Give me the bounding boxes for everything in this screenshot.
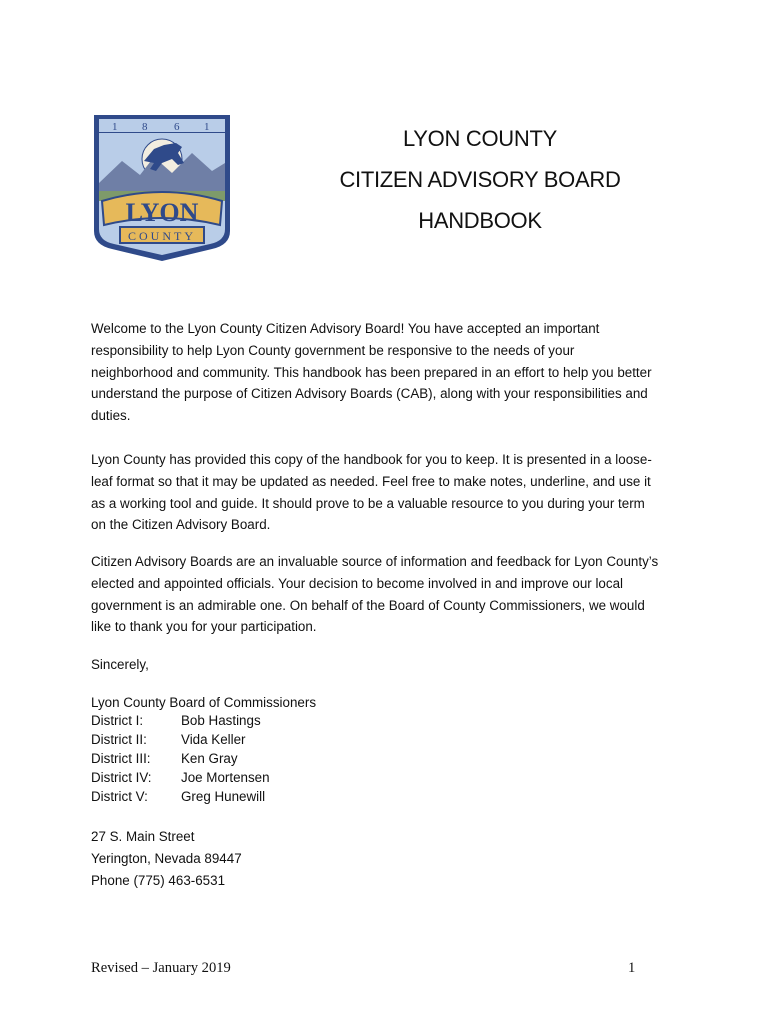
address-block (91, 826, 242, 891)
district-row (91, 711, 491, 730)
district-label: District IV: (91, 770, 152, 785)
commissioner-name: Ken Gray (181, 751, 238, 766)
district-label: District III: (91, 751, 151, 766)
district-label: District V: (91, 789, 148, 804)
district-row (91, 730, 491, 749)
text-line: duties. (91, 408, 131, 424)
svg-text:6: 6 (174, 121, 180, 133)
handbook-copy-paragraph (91, 449, 691, 536)
district-label: District I: (91, 713, 144, 728)
text-line: as a working tool and guide. It should prove to be a valuable resource to you during your term (91, 495, 645, 511)
district-row (91, 768, 491, 787)
svg-text:1: 1 (204, 121, 210, 133)
svg-text:1: 1 (112, 121, 118, 133)
district-row (91, 787, 491, 806)
lyon-county-logo (92, 113, 232, 263)
commissioner-name: Vida Keller (181, 732, 246, 747)
svg-text:8: 8 (142, 121, 148, 133)
signatory: Lyon County Board of Commissioners (91, 695, 317, 710)
svg-text:LYON: LYON (125, 198, 199, 227)
cab-value-paragraph (91, 551, 691, 638)
title-line-3: HANDBOOK (418, 208, 542, 233)
phone-number: Phone (775) 463-6531 (91, 872, 226, 888)
commissioner-name: Greg Hunewill (181, 789, 266, 804)
city-state-zip: Yerington, Nevada 89447 (91, 850, 242, 866)
page-number: 1 (628, 960, 636, 976)
text-line: responsibility to help Lyon County government be responsive to the needs of your (91, 342, 575, 358)
text-line: neighborhood and community. This handbook has been prepared in an effort to help you better (91, 364, 652, 380)
svg-text:COUNTY: COUNTY (128, 229, 196, 243)
document-title (290, 118, 670, 241)
text-line: Welcome to the Lyon County Citizen Advisory Board! You have accepted an important (91, 321, 600, 336)
text-line: leaf format so that it may be updated as needed. Feel free to make notes, underline, and use it (91, 473, 651, 489)
title-line-1: LYON COUNTY (403, 126, 557, 151)
district-label: District II: (91, 732, 147, 747)
district-row (91, 749, 491, 768)
text-line: like to thank you for your participation. (91, 619, 317, 635)
closing: Sincerely, (91, 657, 149, 672)
lyon-county-seal-icon (92, 113, 232, 263)
welcome-paragraph (91, 318, 691, 427)
text-line: elected and appointed officials. Your decision to become involved in and improve our local (91, 575, 624, 591)
text-line: Citizen Advisory Boards are an invaluable source of information and feedback for Lyon County’s (91, 554, 659, 569)
title-line-2: CITIZEN ADVISORY BOARD (339, 167, 621, 192)
commissioner-name: Bob Hastings (181, 713, 261, 728)
text-line: government is an admirable one. On behalf of the Board of County Commissioners, we would (91, 597, 645, 613)
text-line: on the Citizen Advisory Board. (91, 517, 271, 533)
text-line: understand the purpose of Citizen Advisory Boards (CAB), along with your responsibilities and (91, 386, 648, 402)
street-address: 27 S. Main Street (91, 829, 195, 844)
revision-date: Revised – January 2019 (91, 960, 231, 976)
text-line: Lyon County has provided this copy of the handbook for you to keep. It is presented in a loose- (91, 452, 652, 467)
commissioner-name: Joe Mortensen (181, 770, 270, 785)
